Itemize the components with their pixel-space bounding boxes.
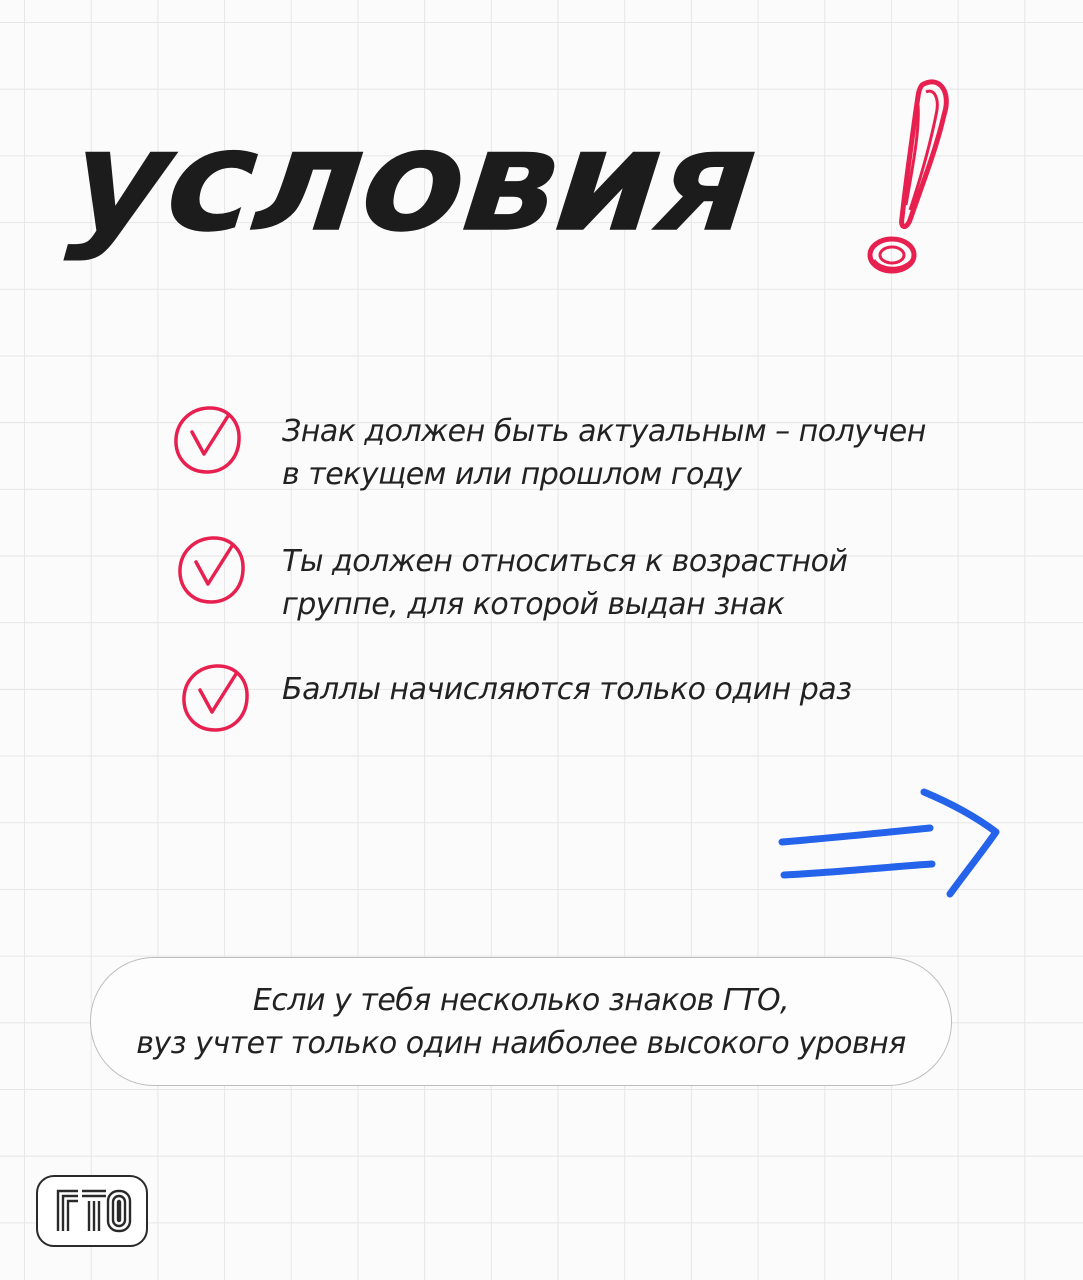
note-line-2: вуз учтет только один наиболее высокого уровня [136, 1025, 906, 1061]
page-title: условия [62, 98, 764, 264]
check-circle-icon [170, 402, 246, 478]
check-circle-icon [178, 660, 254, 736]
check-circle-icon [174, 532, 250, 608]
condition-text: Знак должен быть актуальным – получен в текущем или прошлом году [282, 414, 926, 492]
info-note [90, 957, 952, 1086]
gto-logo-mark [38, 1177, 146, 1245]
note-line-1: Если у тебя несколько знаков ГТО, [252, 982, 790, 1018]
double-arrow-right-icon [770, 780, 1010, 910]
exclamation-icon [60, 70, 980, 300]
condition-text: Баллы начисляются только один раз [282, 672, 852, 707]
gto-logo [36, 1175, 148, 1247]
condition-text: Ты должен относиться к возрастной группе, для которой выдан знак [282, 544, 848, 622]
title-area [60, 70, 980, 300]
